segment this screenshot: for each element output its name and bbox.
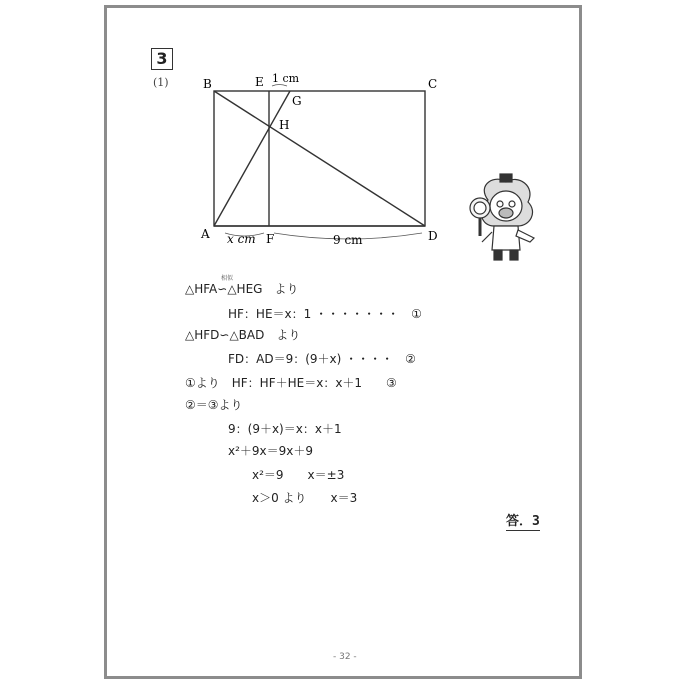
solution-line-1: △HFA∽△HEG より [185,282,299,296]
answer: 答．3 [506,510,540,531]
label-fd: 9 cm [333,233,363,247]
solution-line-5: ①より HF：HF＋HE＝x：x＋1 ③ [185,376,397,390]
point-label-f: F [266,232,275,246]
point-label-b: B [203,77,212,91]
solution-line-6: ②＝③より [185,398,243,412]
point-label-g: G [292,94,302,108]
professor-magnifier-illustration [466,172,544,264]
point-label-a: A [201,227,210,241]
point-label-d: D [428,229,438,243]
solution-line-7: 9：(9＋x)＝x：x＋1 [228,422,342,436]
solution-line-10: x＞0 より x＝3 [252,491,358,505]
solution-line-2: HF：HE＝x：1 ・・・・・・・ ① [228,307,422,321]
solution-line-4: FD：AD＝9：(9＋x) ・・・・ ② [228,352,416,366]
diagonal-bd [214,91,425,226]
problem-number: 3 [156,49,168,68]
problem-part: (1) [153,76,169,89]
page-number: - 32 - [333,652,357,662]
solution-line-8: x²＋9x＝9x＋9 [228,444,314,458]
solution-line-3: △HFD∽△BAD より [185,328,301,342]
point-label-h: H [279,118,290,132]
point-label-c: C [428,77,438,91]
solution-line-9: x²＝9 x＝±3 [252,468,345,482]
label-eg: 1 cm [272,72,300,85]
label-af: x cm [227,232,256,246]
point-label-e: E [255,75,264,89]
segment-ag [214,91,290,226]
solution-line-1-ruby: 相似 [221,275,234,282]
